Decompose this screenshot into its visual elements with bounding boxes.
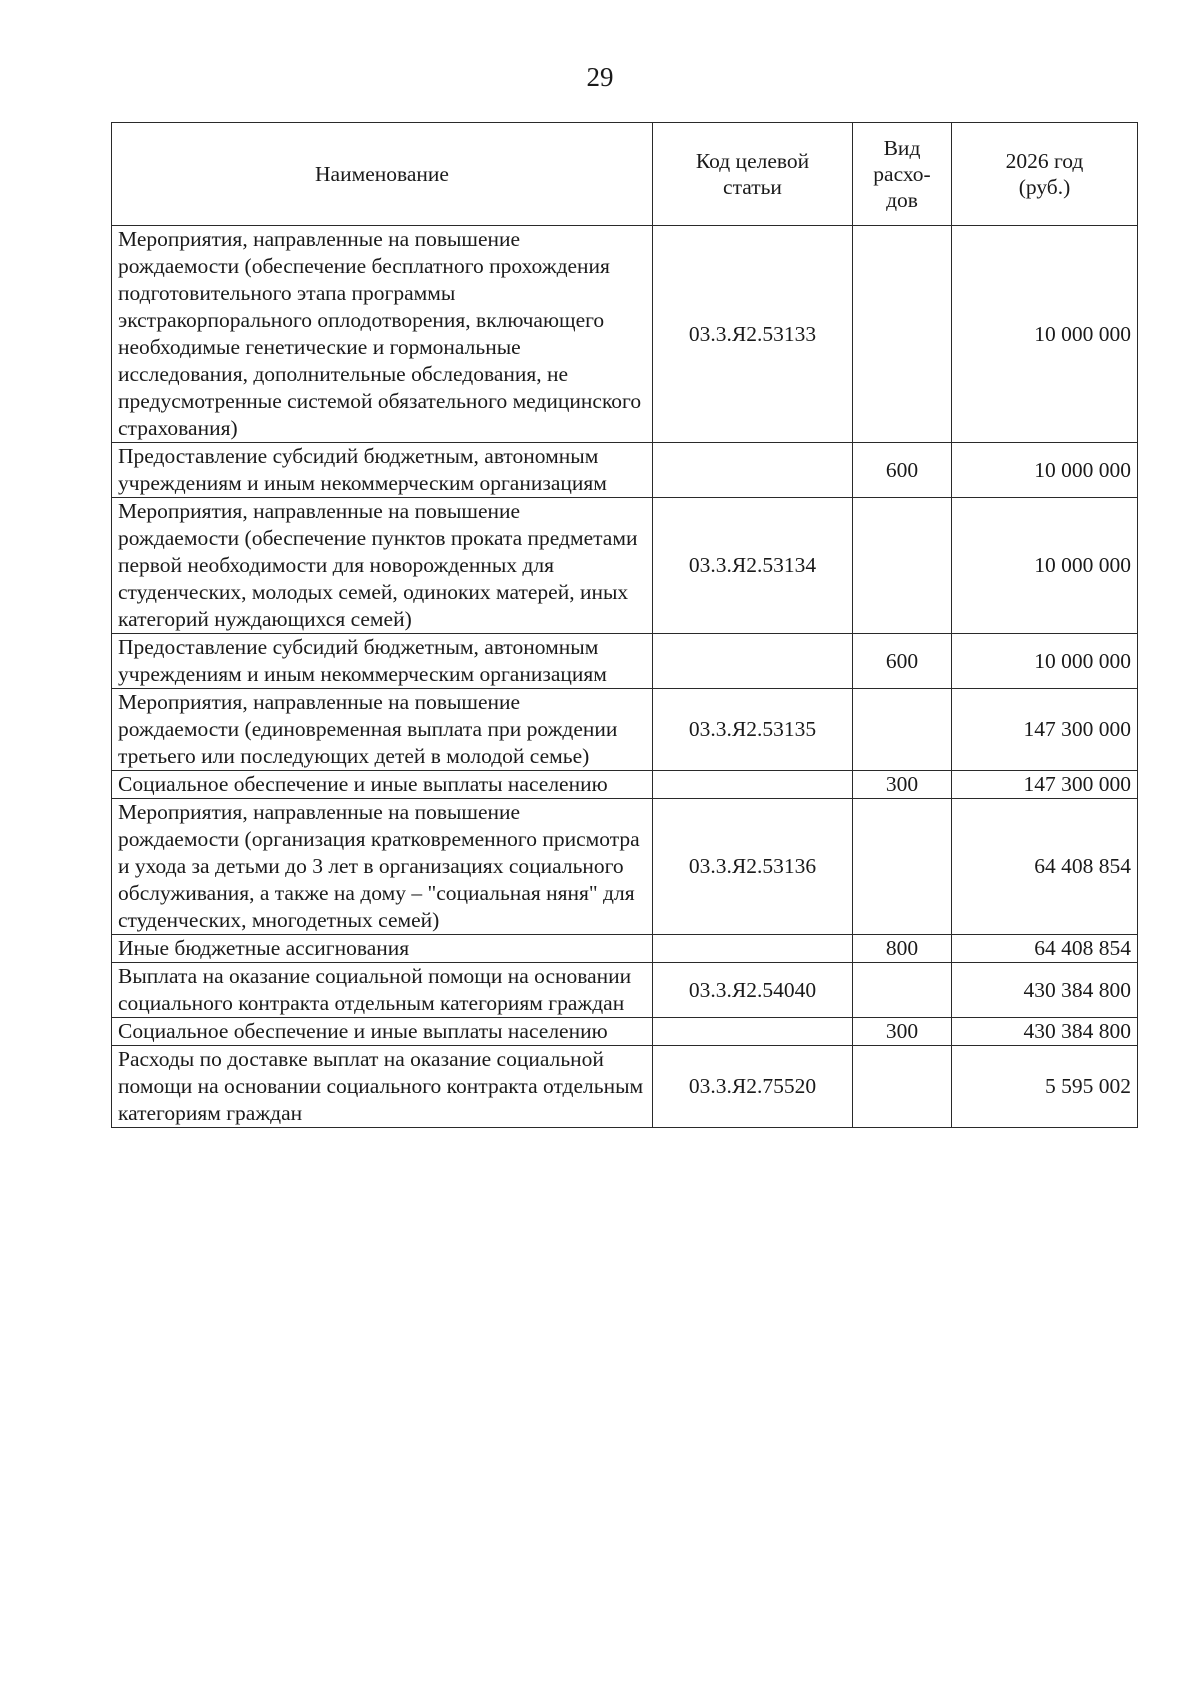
row-amount: 10 000 000: [952, 498, 1138, 634]
row-name: Выплата на оказание социальной помощи на основании социального контракта отдельным категориям граждан: [112, 963, 653, 1018]
row-amount: 10 000 000: [952, 443, 1138, 498]
row-kind: [853, 1046, 952, 1128]
row-amount: 430 384 800: [952, 963, 1138, 1018]
row-kind: [853, 498, 952, 634]
header-amount: 2026 год (руб.): [952, 123, 1138, 226]
row-code: 03.3.Я2.53134: [653, 498, 853, 634]
row-kind: 300: [853, 771, 952, 799]
row-name: Социальное обеспечение и иные выплаты населению: [112, 771, 653, 799]
row-code: [653, 443, 853, 498]
budget-table: [111, 122, 1138, 1128]
row-name: Социальное обеспечение и иные выплаты населению: [112, 1018, 653, 1046]
table-header-row: [112, 123, 1138, 226]
table-row: [112, 226, 1138, 443]
header-name: Наименование: [112, 123, 653, 226]
row-kind: [853, 799, 952, 935]
row-amount: 147 300 000: [952, 771, 1138, 799]
row-kind: 300: [853, 1018, 952, 1046]
row-amount: 64 408 854: [952, 935, 1138, 963]
row-name: Мероприятия, направленные на повышение рождаемости (обеспечение пунктов проката предметами первой необходимости для новорожденных для студенческих, молодых семей, одиноких матерей, иных категорий нуждающихся семей): [112, 498, 653, 634]
row-name: Иные бюджетные ассигнования: [112, 935, 653, 963]
row-amount: 430 384 800: [952, 1018, 1138, 1046]
header-code: Код целевой статьи: [653, 123, 853, 226]
row-code: [653, 1018, 853, 1046]
table-row: [112, 1046, 1138, 1128]
row-code: 03.3.Я2.53135: [653, 689, 853, 771]
table-row: [112, 771, 1138, 799]
table-row: [112, 498, 1138, 634]
row-amount: 64 408 854: [952, 799, 1138, 935]
row-code: 03.3.Я2.54040: [653, 963, 853, 1018]
row-name: Мероприятия, направленные на повышение рождаемости (организация кратковременного присмотра и ухода за детьми до 3 лет в организациях социального обслуживания, а также на дому – "социальная няня" для студенческих, многодетных семей): [112, 799, 653, 935]
row-kind: 800: [853, 935, 952, 963]
table-row: [112, 935, 1138, 963]
table-row: [112, 1018, 1138, 1046]
row-code: [653, 935, 853, 963]
row-code: 03.3.Я2.75520: [653, 1046, 853, 1128]
row-amount: 10 000 000: [952, 226, 1138, 443]
row-kind: [853, 689, 952, 771]
row-name: Предоставление субсидий бюджетным, автономным учреждениям и иным некоммерческим организациям: [112, 634, 653, 689]
row-amount: 10 000 000: [952, 634, 1138, 689]
table-row: [112, 689, 1138, 771]
row-name: Мероприятия, направленные на повышение рождаемости (обеспечение бесплатного прохождения подготовительного этапа программы экстракорпорального оплодотворения, включающего необходимые генетические и гормональные исследования, дополнительные обследования, не предусмотренные системой обязательного медицинского страхования): [112, 226, 653, 443]
row-name: Предоставление субсидий бюджетным, автономным учреждениям и иным некоммерческим организациям: [112, 443, 653, 498]
row-kind: [853, 226, 952, 443]
page-number: 29: [586, 62, 614, 92]
table-row: [112, 634, 1138, 689]
row-amount: 147 300 000: [952, 689, 1138, 771]
row-name: Расходы по доставке выплат на оказание социальной помощи на основании социального контракта отдельным категориям граждан: [112, 1046, 653, 1128]
row-name: Мероприятия, направленные на повышение рождаемости (единовременная выплата при рождении третьего или последующих детей в молодой семье): [112, 689, 653, 771]
row-kind: [853, 963, 952, 1018]
row-kind: 600: [853, 634, 952, 689]
row-code: [653, 634, 853, 689]
row-code: 03.3.Я2.53133: [653, 226, 853, 443]
row-code: [653, 771, 853, 799]
table-row: [112, 443, 1138, 498]
header-kind: Вид расхо-дов: [853, 123, 952, 226]
row-amount: 5 595 002: [952, 1046, 1138, 1128]
table-row: [112, 799, 1138, 935]
row-kind: 600: [853, 443, 952, 498]
row-code: 03.3.Я2.53136: [653, 799, 853, 935]
table-row: [112, 963, 1138, 1018]
